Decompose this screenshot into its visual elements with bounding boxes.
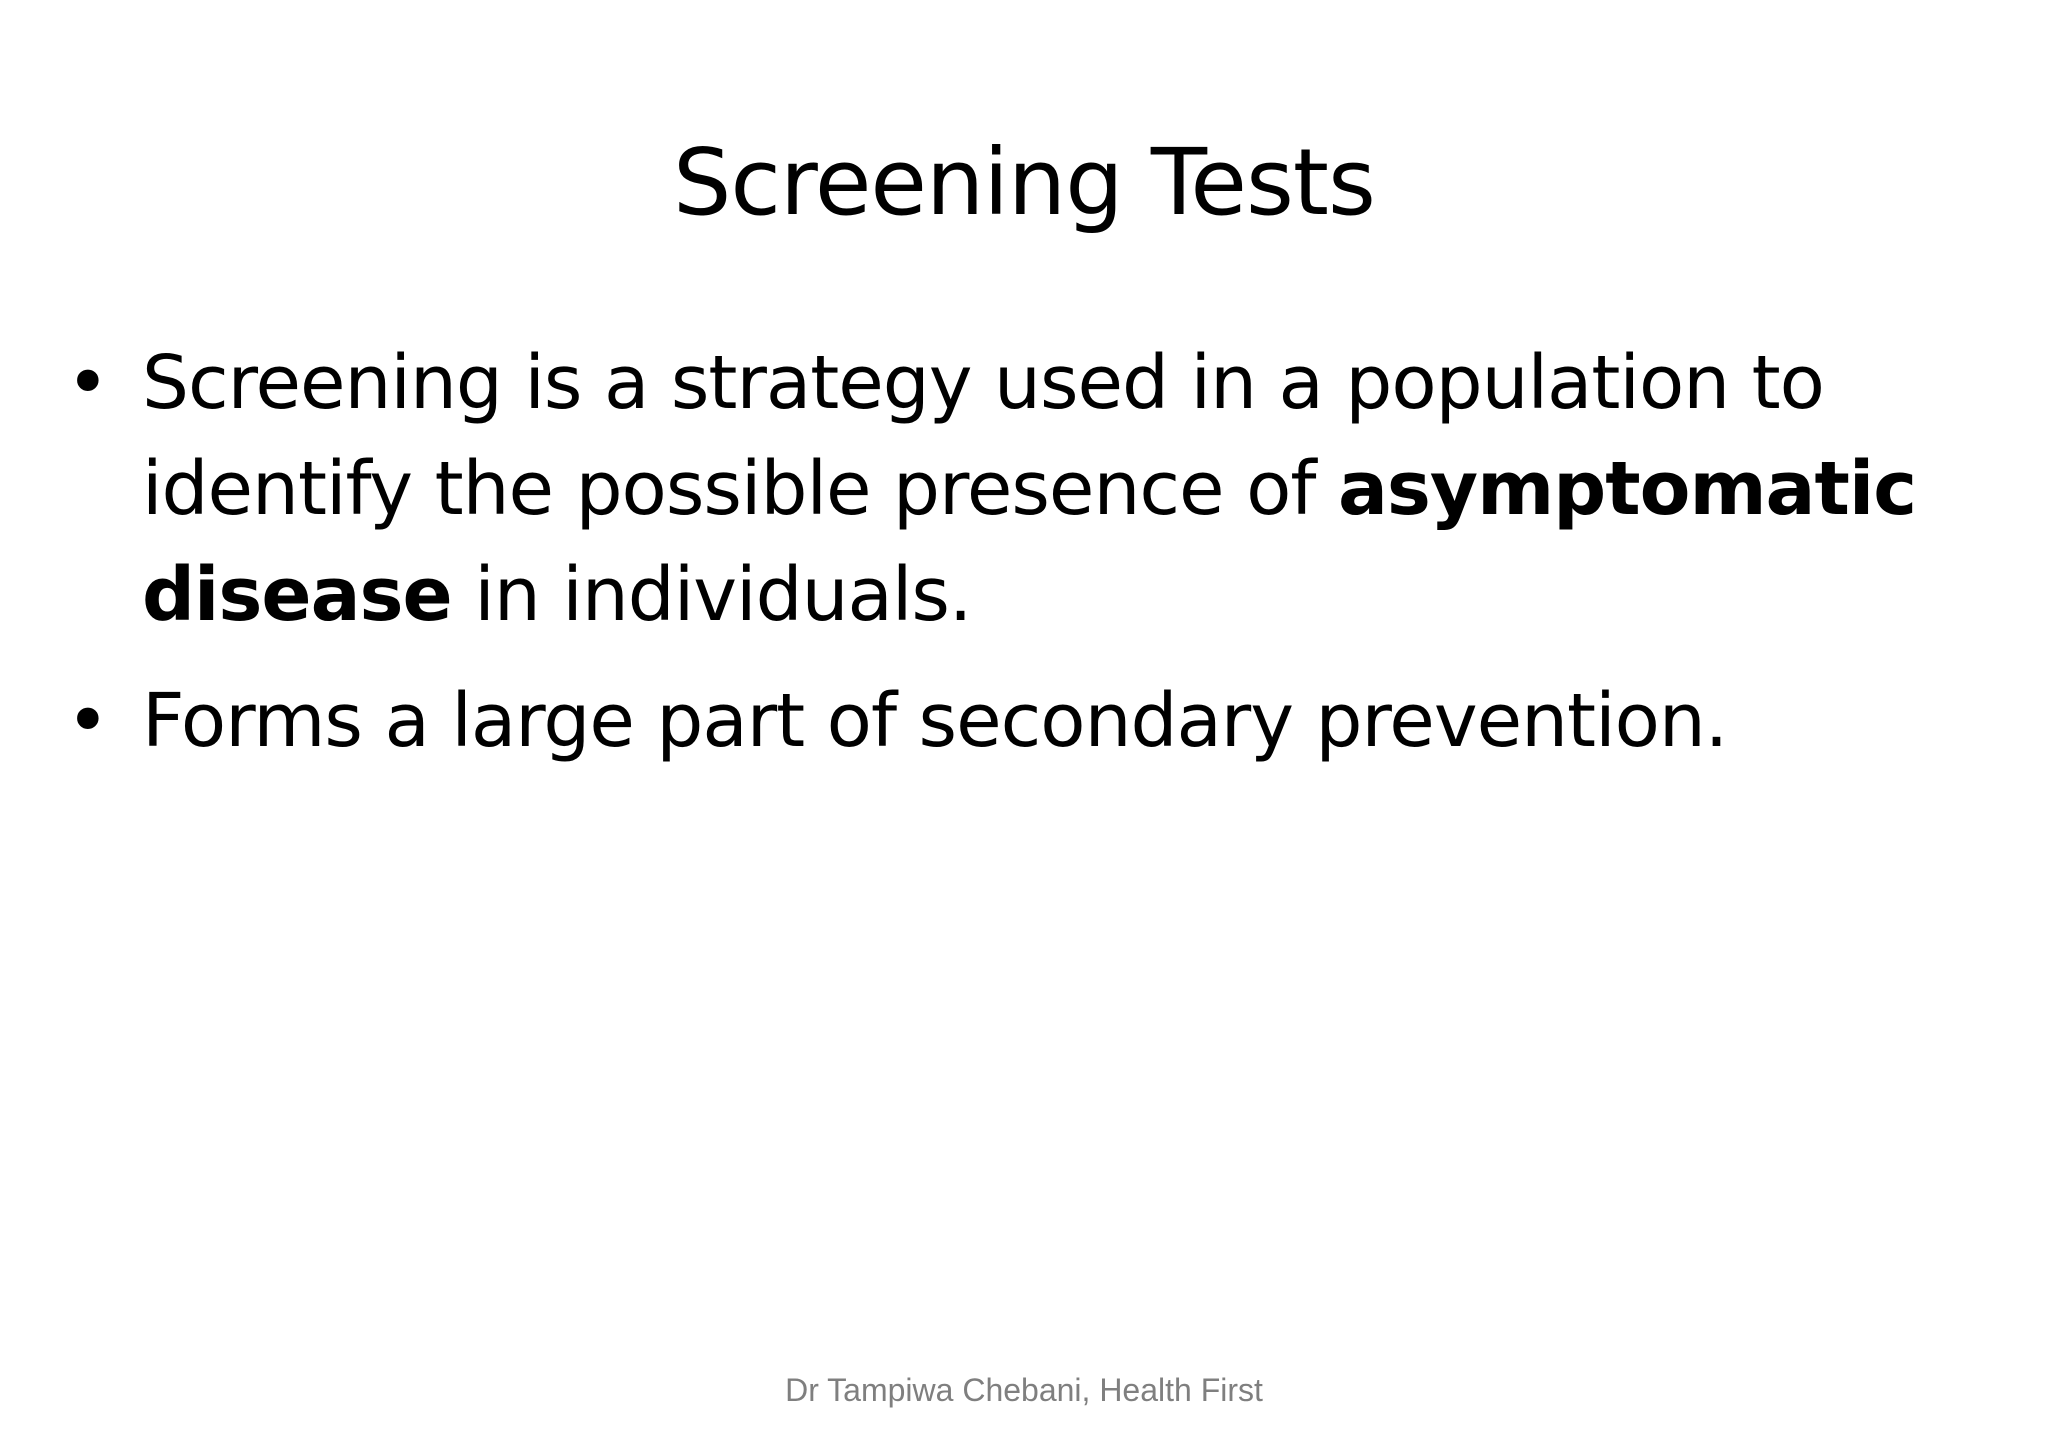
bullet-1-part2: in individuals. xyxy=(451,552,972,638)
slide-title: Screening Tests xyxy=(673,129,1375,236)
bullet-list xyxy=(62,330,1942,794)
bullet-item-2 xyxy=(62,668,1942,774)
bullet-2-text: Forms a large part of secondary prevention. xyxy=(142,678,1728,764)
bullet-1-part1: Screening is a strategy used in a population to identify the possible presence of xyxy=(142,340,1824,532)
bullet-dot-icon: • xyxy=(66,678,109,764)
bullet-dot-icon: • xyxy=(66,340,109,426)
slide-footer: Dr Tampiwa Chebani, Health First xyxy=(785,1372,1263,1408)
bullet-1-text xyxy=(142,340,1916,638)
bullet-1-emphasis: asymptomatic disease xyxy=(142,446,1917,638)
bullet-item-1 xyxy=(62,330,1942,648)
